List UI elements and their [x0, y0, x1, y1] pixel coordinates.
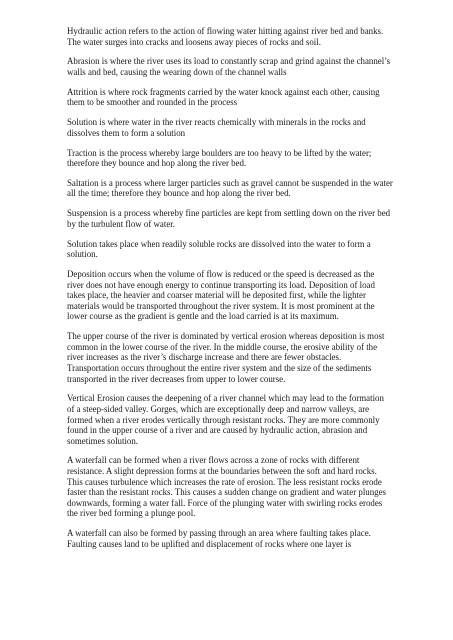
paragraph-solution-erosion: Solution is where water in the river reacts chemically with minerals in the rocks and dissolves them to form a solution: [67, 117, 366, 138]
document-body: [67, 26, 393, 559]
paragraph-waterfall-faulting: A waterfall can also be formed by passing through an area where faulting takes place. Faulting causes land to be uplifted and displacement of rocks where one layer is: [67, 528, 371, 549]
paragraph-traction: Traction is the process whereby large boulders are too heavy to be lifted by the water; therefore they bounce and hop along the river bed.: [67, 147, 372, 169]
paragraph-abrasion: Abrasion is where the river uses its load to constantly scrap and grind against the channel’s walls and bed, causing the wearing down of the channel walls: [67, 56, 391, 77]
paragraph-deposition: Deposition occurs when the volume of flow is reduced or the speed is decreased as the river does not have enough energy to continue transporting its load. Deposition of load takes place, the heavier and coarser material will be deposited first, while the lighter materials would be transported throughout the river system. It is most prominent at the lower course as the gradient is gentle and the load carried is at its maximum.: [67, 269, 375, 322]
paragraph-saltation: Saltation is a process where larger particles such as gravel cannot be suspended in the water all the time; therefore they bounce and hop along the river bed.: [67, 177, 393, 199]
paragraph-vertical-erosion: Vertical Erosion causes the deepening of a river channel which may lead to the formation of a steep-sided valley. Gorges, which are exceptionally deep and narrow valleys, are formed when a river erodes vertically through resistant rocks. They are more commonly found in the upper course of a river and are caused by hydraulic action, abrasion and sometimes solution.: [67, 393, 384, 446]
paragraph-suspension: Suspension is a process whereby fine particles are kept from settling down on the river bed by the turbulent flow of water.: [67, 208, 391, 229]
paragraph-attrition: Attrition is where rock fragments carried by the water knock against each other, causing them to be smoother and rounded in the process: [67, 86, 380, 108]
paragraph-waterfall-formation: A waterfall can be formed when a river flows across a zone of rocks with different resistance. A slight depression forms at the boundaries between the soft and hard rocks. This causes turbulence which increases the rate of erosion. The less resistant rocks erode faster than the resistant rocks. This causes a sudden change on gradient and water plunges downwards, forming a water fall. Force of the plunging water with swirling rocks erodes the river bed forming a plunge pool.: [67, 455, 386, 519]
paragraph-river-courses: The upper course of the river is dominated by vertical erosion whereas deposition is most common in the lower course of the river. In the middle course, the erosive ability of the river increases as the river’s discharge increase and there are fewer obstacles. Transportation occurs throughout the entire river system and the size of the sediments transported in the river decreases from upper to lower course.: [67, 331, 385, 384]
paragraph-solution-transport: Solution takes place when readily soluble rocks are dissolved into the water to form a solution.: [67, 238, 371, 260]
paragraph-hydraulic-action: Hydraulic action refers to the action of flowing water hitting against river bed and banks. The water surges into cracks and loosens away pieces of rocks and soil.: [67, 26, 384, 47]
